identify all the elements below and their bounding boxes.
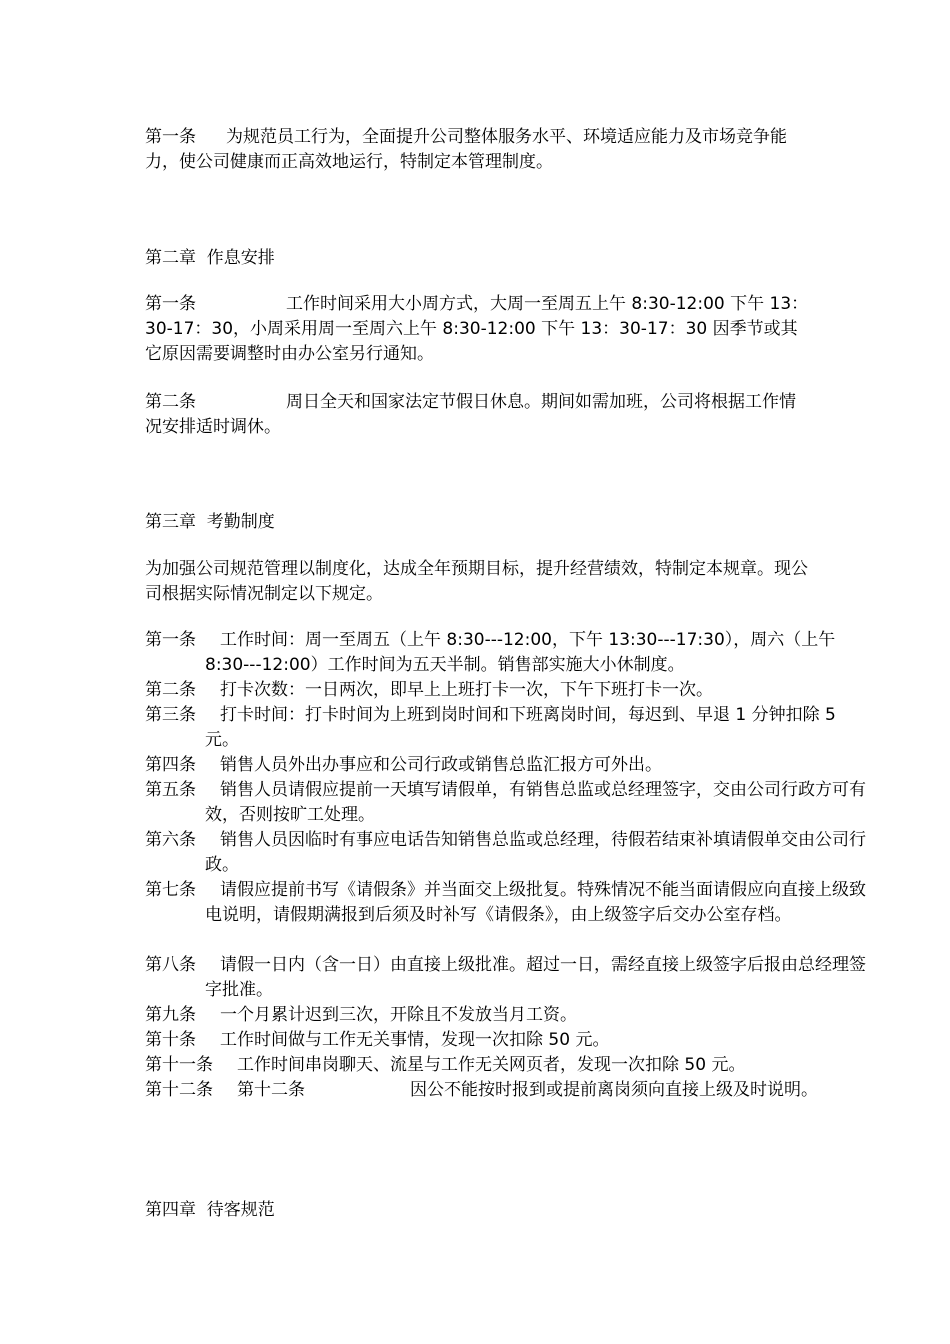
article-text: 打卡时间：打卡时间为上班到岗时间和下班离岗时间，每迟到、早退 1 分钟扣除 5 元。 [205, 705, 836, 750]
article-label: 第十条 [145, 1030, 196, 1050]
article-label: 第十二条 [145, 1080, 213, 1100]
chapter-title: 第三章 考勤制度 [145, 512, 275, 532]
article-text: 工作时间串岗聊天、流星与工作无关网页者，发现一次扣除 50 元。 [237, 1055, 746, 1075]
article [145, 828, 870, 878]
article-text: 周日全天和国家法定节假日休息。期间如需加班，公司将根据工作情况安排适时调休。 [145, 392, 796, 437]
article [145, 292, 810, 367]
article-text: 工作时间：周一至周五（上午 8:30---12:00，下午 13:30---17:30），周六（上午 8:30---12:00）工作时间为五天半制。销售部实施大小休制度。 [205, 630, 836, 675]
article [145, 1078, 870, 1103]
article [145, 703, 870, 753]
article [145, 953, 870, 1003]
article-label: 第九条 [145, 1005, 196, 1025]
article-label-repeat: 第十二条 [237, 1080, 305, 1100]
article-text: 销售人员请假应提前一天填写请假单，有销售总监或总经理签字，交由公司行政方可有效，否则按旷工处理。 [205, 780, 866, 825]
article-label: 第五条 [145, 780, 196, 800]
article-label: 第一条 [145, 127, 196, 147]
article [145, 753, 870, 778]
article-text: 销售人员因临时有事应电话告知销售总监或总经理，待假若结束补填请假单交由公司行政。 [205, 830, 866, 875]
article-text: 为规范员工行为，全面提升公司整体服务水平、环境适应能力及市场竞争能力，使公司健康而正高效地运行，特制定本管理制度。 [145, 127, 787, 172]
article [145, 628, 870, 678]
article-text: 请假应提前书写《请假条》并当面交上级批复。特殊情况不能当面请假应向直接上级致电说明，请假期满报到后须及时补写《请假条》，由上级签字后交办公室存档。 [205, 880, 866, 925]
article [145, 1053, 870, 1078]
article-label: 第四条 [145, 755, 196, 775]
article [145, 1003, 870, 1028]
intro-article [145, 125, 810, 175]
article-text: 工作时间采用大小周方式，大周一至周五上午 8:30-12:00 下午 13：30-17：30，小周采用周一至周六上午 8:30-12:00 下午 13：30-17：30 因季节或其它原因需要调整时由办公室另行通知。 [145, 294, 809, 364]
article-label: 第三条 [145, 705, 196, 725]
chapter-title: 第二章 作息安排 [145, 248, 275, 268]
chapter-title: 第四章 待客规范 [145, 1200, 275, 1220]
article [145, 878, 870, 928]
article-label: 第八条 [145, 955, 196, 975]
article-label: 第一条 [145, 294, 196, 314]
article-text: 销售人员外出办事应和公司行政或销售总监汇报方可外出。 [220, 755, 662, 775]
article-text: 一个月累计迟到三次，开除且不发放当月工资。 [220, 1005, 577, 1025]
article-label: 第二条 [145, 680, 196, 700]
article [145, 1028, 870, 1053]
article-text: 因公不能按时报到或提前离岗须向直接上级及时说明。 [410, 1080, 818, 1100]
article-text: 打卡次数：一日两次，即早上上班打卡一次，下午下班打卡一次。 [220, 680, 713, 700]
article-label: 第一条 [145, 630, 196, 650]
article [145, 390, 810, 440]
article [145, 778, 870, 828]
article-label: 第十一条 [145, 1055, 213, 1075]
article-text: 请假一日内（含一日）由直接上级批准。超过一日，需经直接上级签字后报由总经理签字批准。 [205, 955, 866, 1000]
article-label: 第二条 [145, 392, 196, 412]
article-label: 第七条 [145, 880, 196, 900]
article-label: 第六条 [145, 830, 196, 850]
chapter-intro: 为加强公司规范管理以制度化，达成全年预期目标，提升经营绩效，特制定本规章。现公司根据实际情况制定以下规定。 [145, 559, 808, 604]
article-text: 工作时间做与工作无关事情，发现一次扣除 50 元。 [220, 1030, 610, 1050]
article [145, 678, 870, 703]
